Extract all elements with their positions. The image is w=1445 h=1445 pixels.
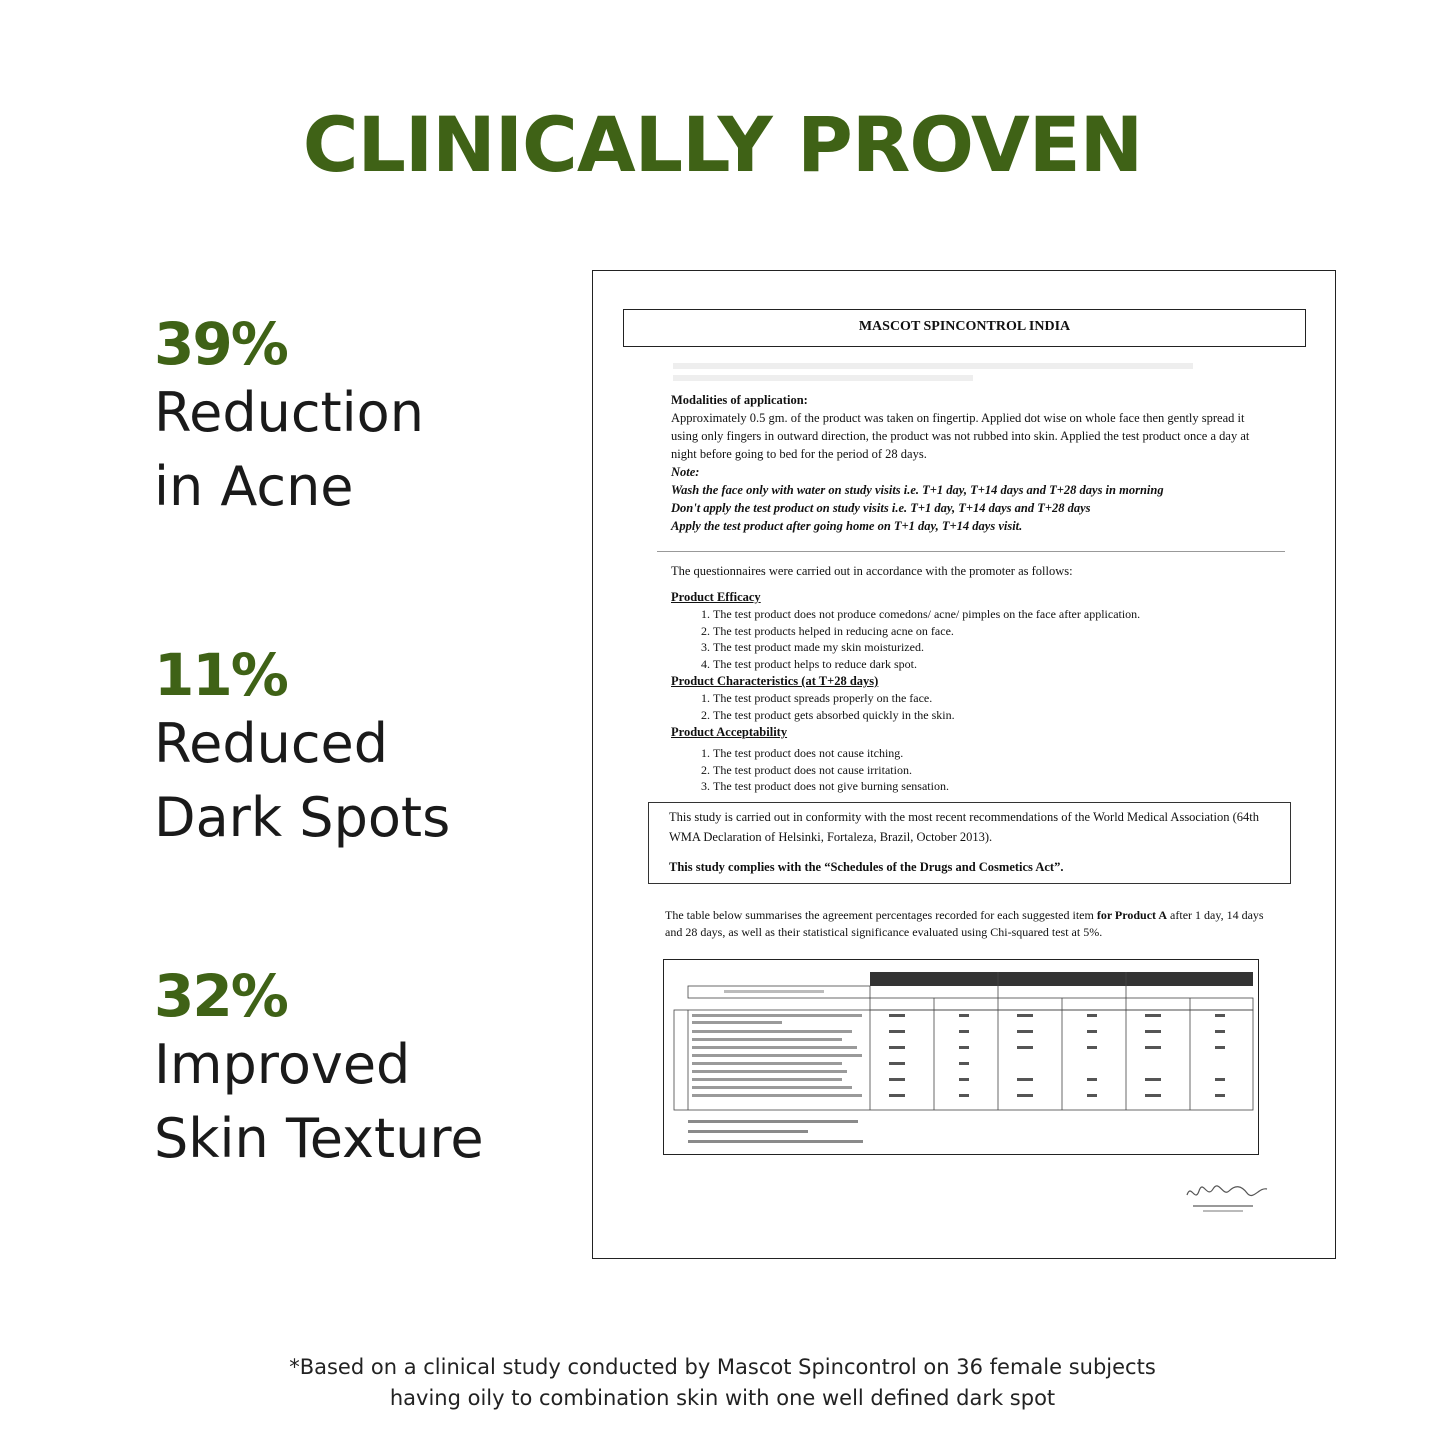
note-item: Don't apply the test product on study visits i.e. T+1 day, T+14 days and T+28 days bbox=[671, 501, 1091, 515]
table-intro-text: The table below summarises the agreement percentages recorded for each suggested item bbox=[665, 908, 1097, 922]
acceptability-list bbox=[671, 745, 1271, 795]
table-intro-product: for Product A bbox=[1096, 908, 1168, 922]
report-header: MASCOT SPINCONTROL INDIA bbox=[623, 309, 1306, 347]
table-intro bbox=[665, 907, 1270, 941]
characteristics-list bbox=[671, 690, 1271, 723]
list-item: 1. The test product spreads properly on the face. bbox=[713, 690, 1271, 707]
stat-acne bbox=[154, 312, 574, 524]
results-table bbox=[663, 959, 1259, 1155]
modalities-section bbox=[671, 391, 1271, 535]
note-title: Note: bbox=[671, 465, 700, 479]
section-title-efficacy: Product Efficacy bbox=[671, 590, 761, 604]
list-item: 2. The test product does not cause irritation. bbox=[713, 762, 1271, 779]
compliance-bold-text: This study complies with the “Schedules of the Drugs and Cosmetics Act”. bbox=[669, 860, 1064, 874]
stat-label-line1: Reduction bbox=[154, 381, 424, 444]
note-item: Apply the test product after going home on T+1 day, T+14 days visit. bbox=[671, 519, 1023, 533]
results-table-graphic bbox=[664, 960, 1257, 1153]
list-item: 1. The test product does not produce comedons/ acne/ pimples on the face after application. bbox=[713, 606, 1271, 623]
efficacy-list bbox=[671, 606, 1271, 672]
stat-value: 11% bbox=[154, 641, 287, 709]
signature-image bbox=[1183, 1177, 1273, 1217]
section-title-characteristics: Product Characteristics (at T+28 days) bbox=[671, 674, 879, 688]
questionnaire-intro: The questionnaires were carried out in accordance with the promoter as follows: bbox=[671, 564, 1073, 578]
stat-label-line2: Dark Spots bbox=[154, 786, 451, 849]
study-footnote bbox=[0, 1352, 1445, 1414]
stat-value: 32% bbox=[154, 962, 287, 1030]
modalities-title: Modalities of application: bbox=[671, 393, 808, 407]
stat-label-line2: in Acne bbox=[154, 455, 354, 518]
list-item: 4. The test product helps to reduce dark spot. bbox=[713, 656, 1271, 673]
clinical-report-document bbox=[592, 270, 1336, 1259]
compliance-box bbox=[648, 802, 1291, 884]
list-item: 2. The test products helped in reducing acne on face. bbox=[713, 623, 1271, 640]
stat-skin-texture bbox=[154, 964, 574, 1176]
footnote-line2: having oily to combination skin with one well defined dark spot bbox=[389, 1386, 1056, 1410]
list-item: 3. The test product does not give burning sensation. bbox=[713, 778, 1271, 795]
list-item: 1. The test product does not cause itching. bbox=[713, 745, 1271, 762]
faded-text-remnant bbox=[673, 357, 1233, 387]
stat-label-line1: Reduced bbox=[154, 712, 389, 775]
list-item: 3. The test product made my skin moisturized. bbox=[713, 639, 1271, 656]
divider bbox=[657, 551, 1285, 552]
modalities-text: Approximately 0.5 gm. of the product was taken on fingertip. Applied dot wise on whole face then gently spread it using only fingers in outward direction, the product was not rubbed into skin. Applied the test product once a day at night before going to bed for the period of 28 days. bbox=[671, 411, 1250, 461]
section-title-acceptability: Product Acceptability bbox=[671, 725, 788, 739]
questionnaire-section bbox=[671, 562, 1271, 795]
list-item: 2. The test product gets absorbed quickly in the skin. bbox=[713, 707, 1271, 724]
stat-dark-spots bbox=[154, 643, 574, 855]
stat-value: 39% bbox=[154, 310, 287, 378]
compliance-text: This study is carried out in conformity with the most recent recommendations of the World Medical Association (64th WMA Declaration of Helsinki, Fortaleza, Brazil, October 2013). bbox=[669, 810, 1259, 844]
page-headline: CLINICALLY PROVEN bbox=[302, 100, 1143, 189]
table-intro-text-end: after 1 day, 14 days and 28 days, as well as their statistical significance evaluated using Chi-squared test at 5%. bbox=[665, 908, 1264, 939]
footnote-line1: *Based on a clinical study conducted by Mascot Spincontrol on 36 female subjects bbox=[289, 1355, 1156, 1379]
stat-label-line2: Skin Texture bbox=[154, 1107, 484, 1170]
stat-label-line1: Improved bbox=[154, 1033, 411, 1096]
note-item: Wash the face only with water on study visits i.e. T+1 day, T+14 days and T+28 days in morning bbox=[671, 483, 1164, 497]
